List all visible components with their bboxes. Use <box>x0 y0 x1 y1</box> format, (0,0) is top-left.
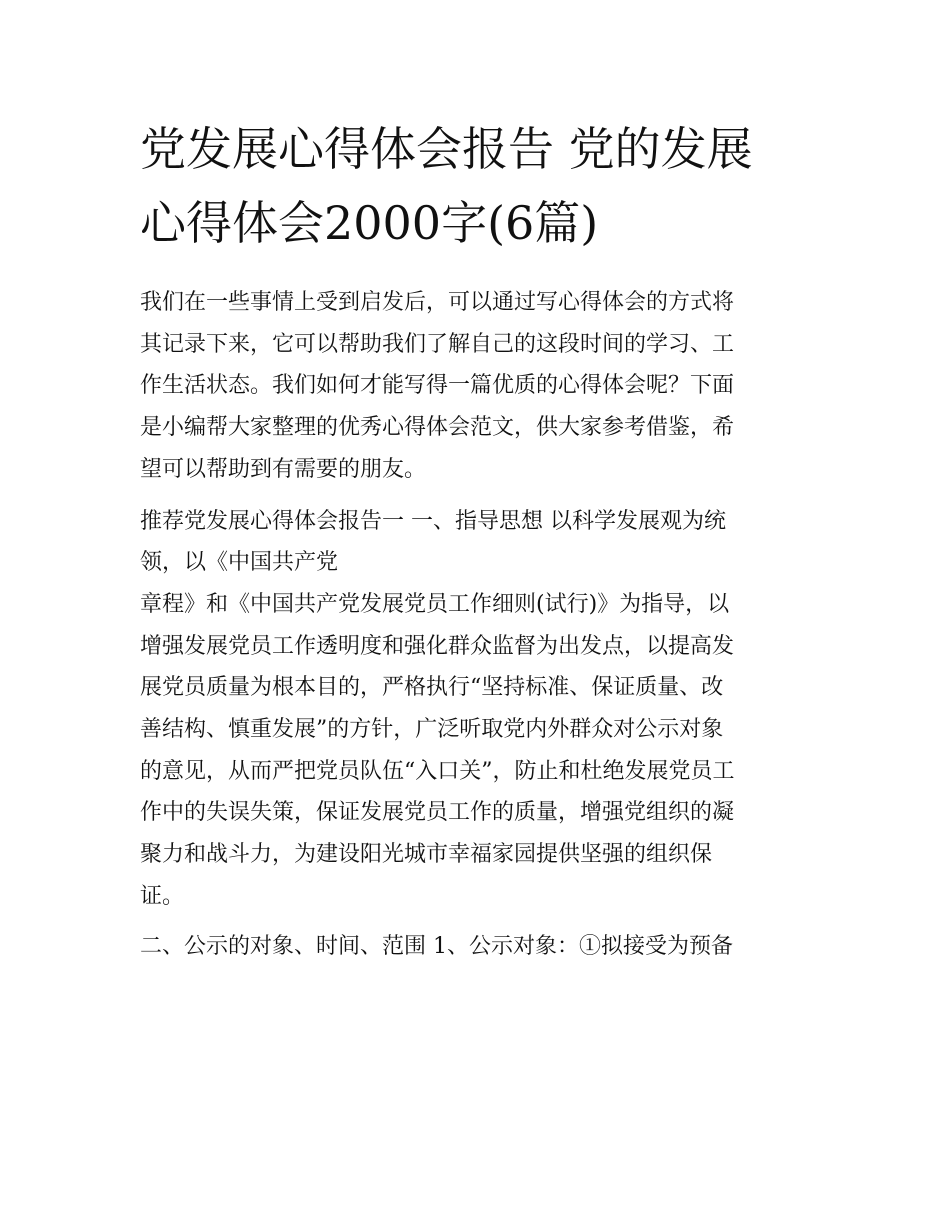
document-body <box>140 282 820 967</box>
title-line: 党发展心得体会报告 党的发展 <box>140 122 753 176</box>
text-line: 作中的失误失策，保证发展党员工作的质量，增强党组织的凝 <box>140 800 735 826</box>
text-line: 二、公示的对象、时间、范围 1、公示对象：①拟接受为预备 <box>140 933 733 959</box>
paragraph-section-two <box>140 926 820 968</box>
text-line: 推荐党发展心得体会报告一 一、指导思想 以科学发展观为统 <box>140 508 726 534</box>
text-line: 是小编帮大家整理的优秀心得体会范文，供大家参考借鉴，希 <box>140 415 735 441</box>
text-line: 善结构、慎重发展”的方针，广泛听取党内外群众对公示对象 <box>140 717 724 743</box>
title-line: 心得体会2000字(6篇) <box>140 196 599 250</box>
paragraph-intro <box>140 282 820 491</box>
text-line: 我们在一些事情上受到启发后，可以通过写心得体会的方式将 <box>140 290 735 315</box>
text-line: 章程》和《中国共产党发展党员工作细则(试行)》为指导，以 <box>140 591 730 617</box>
paragraph-guideline <box>140 584 820 918</box>
text-line: 聚力和战斗力，为建设阳光城市幸福家园提供坚强的组织保 <box>140 842 713 868</box>
text-line: 作生活状态。我们如何才能写得一篇优质的心得体会呢？下面 <box>140 373 735 399</box>
text-line: 领，以《中国共产党 <box>140 550 339 576</box>
text-line: 其记录下来，它可以帮助我们了解自己的这段时间的学习、工 <box>140 331 735 357</box>
text-line: 的意见，从而严把党员队伍“入口关”，防止和杜绝发展党员工 <box>140 758 735 784</box>
text-line: 展党员质量为根本目的，严格执行“坚持标准、保证质量、改 <box>140 675 724 701</box>
paragraph-recommend <box>140 501 820 584</box>
text-line: 增强发展党员工作透明度和强化群众监督为出发点，以提高发 <box>140 633 735 659</box>
text-line: 望可以帮助到有需要的朋友。 <box>140 456 427 482</box>
document-title <box>140 112 820 260</box>
text-line: 证。 <box>140 883 185 909</box>
